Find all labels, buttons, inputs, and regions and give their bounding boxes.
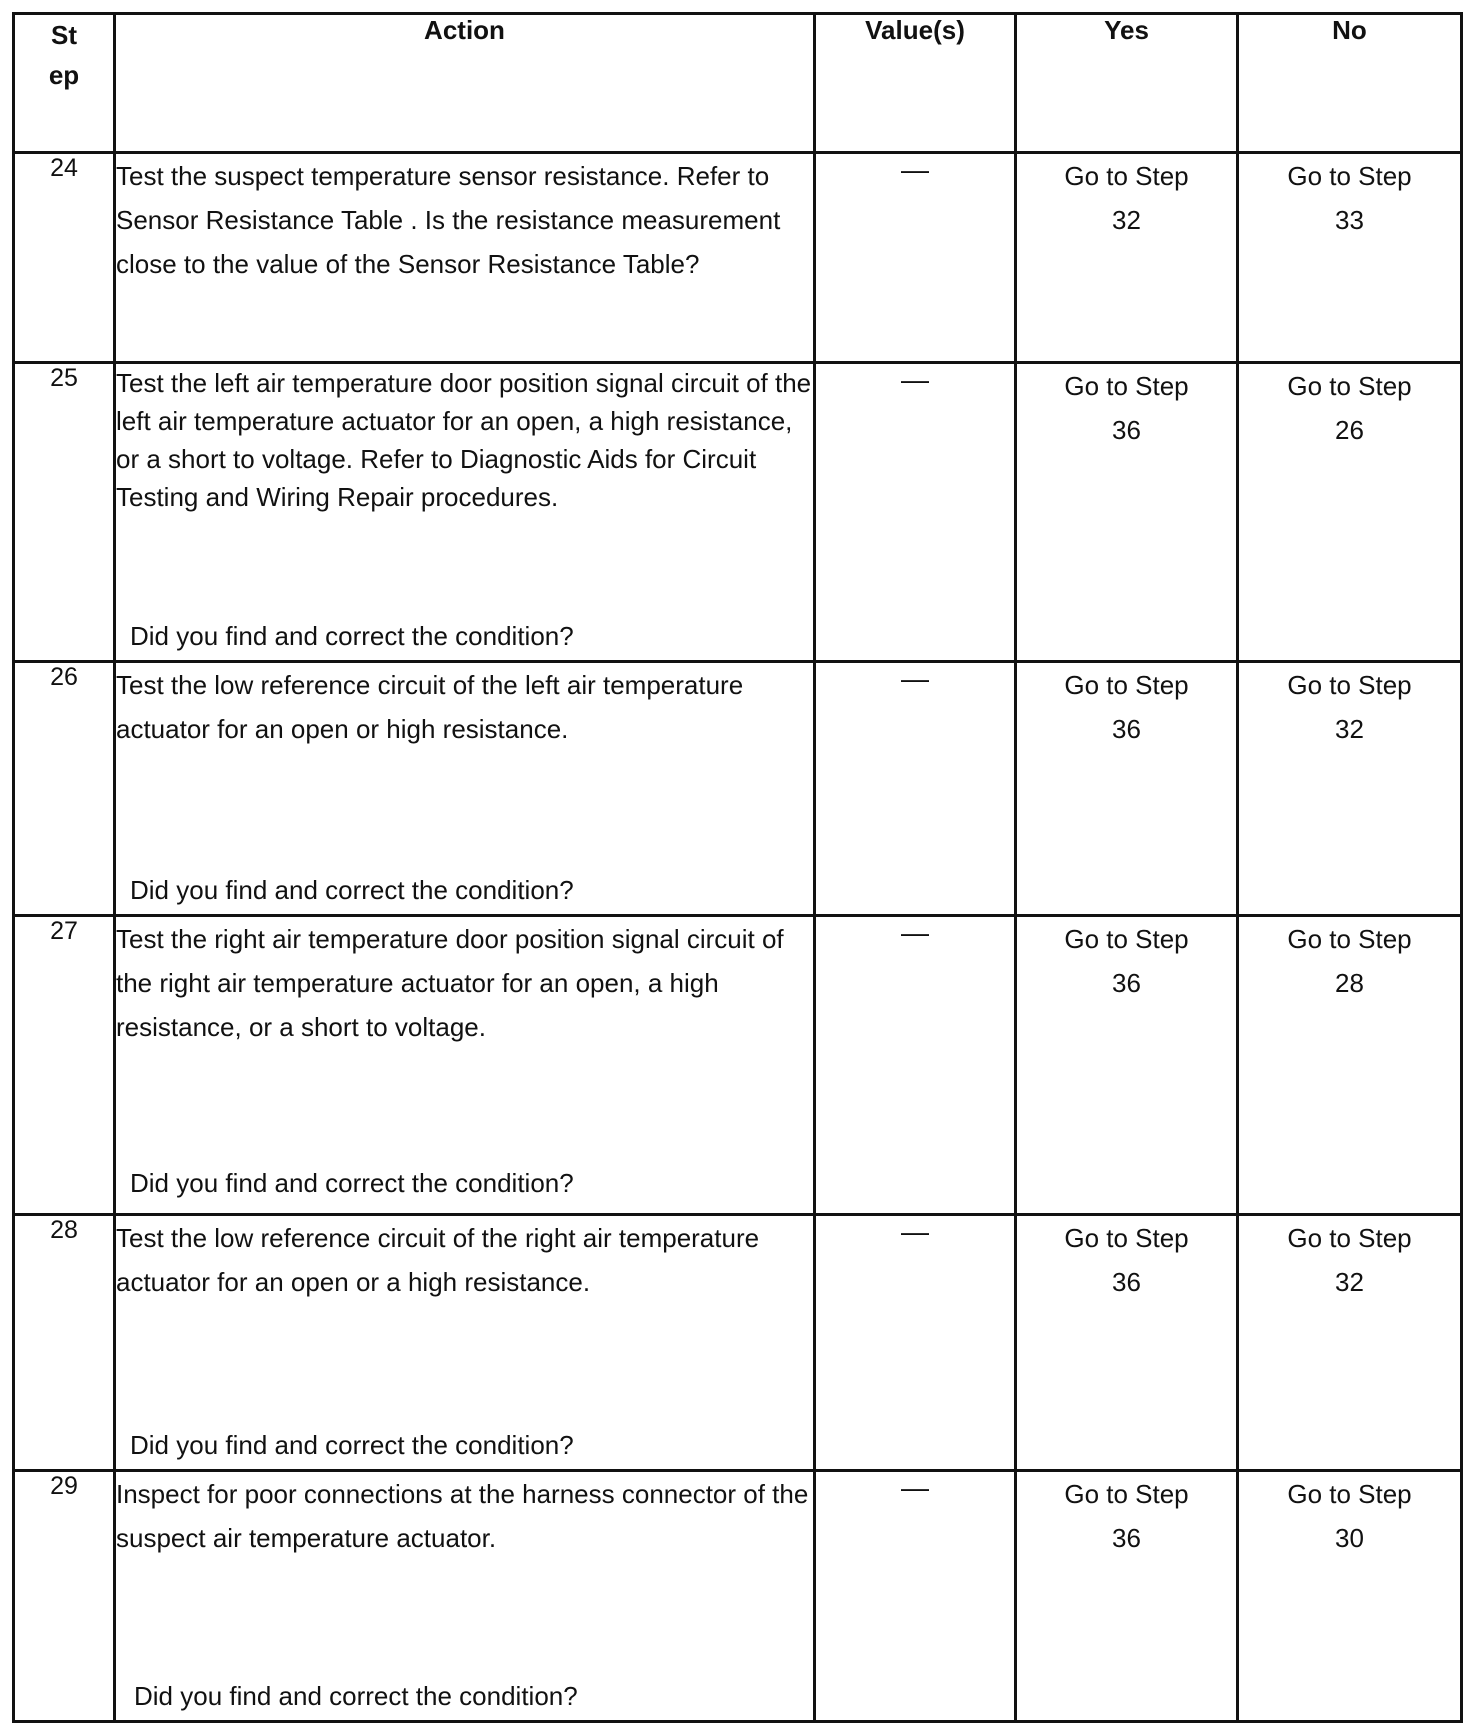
action-cell [115,1215,815,1471]
header-action: Action [115,14,815,153]
value-cell: — [815,153,1016,363]
no-label: Go to Step [1287,924,1412,954]
action-text: Test the right air temperature door position signal circuit of the right air temperature actuator for an open, a high resistance, or a short to voltage. [116,924,784,1042]
action-question: Did you find and correct the condition? [130,875,574,905]
no-step: 33 [1335,205,1364,235]
action-text: Test the low reference circuit of the left air temperature actuator for an open or high resistance. [116,670,744,744]
yes-label: Go to Step [1064,1479,1189,1509]
yes-step: 36 [1112,714,1141,744]
table-row [14,1471,1462,1722]
no-label: Go to Step [1287,1223,1412,1253]
no-label: Go to Step [1287,161,1412,191]
no-cell [1238,662,1462,916]
table-row [14,153,1462,363]
step-number: 24 [14,153,115,363]
table-row [14,916,1462,1215]
action-text: Test the left air temperature door position signal circuit of the left air temperature actuator for an open, a high resistance, or a short to voltage. Refer to Diagnostic Aids for Circuit Testing and Wiring Repair procedures. [116,368,812,512]
yes-step: 36 [1112,1523,1141,1553]
yes-cell [1016,1215,1238,1471]
table-row [14,662,1462,916]
table-row [14,1215,1462,1471]
no-cell [1238,1471,1462,1722]
no-step: 26 [1335,415,1364,445]
step-number: 29 [14,1471,115,1722]
action-text: Inspect for poor connections at the harness connector of the suspect air temperature actuator. [116,1479,809,1553]
action-question: Did you find and correct the condition? [134,1681,578,1711]
yes-cell [1016,363,1238,662]
action-question: Did you find and correct the condition? [130,621,574,651]
yes-label: Go to Step [1064,371,1189,401]
no-label: Go to Step [1287,670,1412,700]
header-values: Value(s) [815,14,1016,153]
no-step: 32 [1335,714,1364,744]
diagnostic-table [12,12,1463,1723]
action-cell [115,916,815,1215]
no-cell [1238,1215,1462,1471]
action-text: Test the suspect temperature sensor resistance. Refer to Sensor Resistance Table . Is the resistance measurement close to the value of the Sensor Resistance Table? [116,161,781,279]
action-cell [115,662,815,916]
value-cell: — [815,363,1016,662]
yes-label: Go to Step [1064,924,1189,954]
header-no: No [1238,14,1462,153]
action-text: Test the low reference circuit of the right air temperature actuator for an open or a high resistance. [116,1223,760,1297]
no-cell [1238,916,1462,1215]
yes-cell [1016,916,1238,1215]
no-label: Go to Step [1287,1479,1412,1509]
no-step: 28 [1335,968,1364,998]
no-label: Go to Step [1287,371,1412,401]
header-row [14,14,1462,153]
yes-label: Go to Step [1064,161,1189,191]
yes-cell [1016,662,1238,916]
action-question: Did you find and correct the condition? [130,1168,574,1198]
step-number: 27 [14,916,115,1215]
no-step: 32 [1335,1267,1364,1297]
header-step-line2: ep [48,60,80,90]
value-cell: — [815,1471,1016,1722]
value-cell: — [815,1215,1016,1471]
step-number: 28 [14,1215,115,1471]
yes-label: Go to Step [1064,1223,1189,1253]
yes-cell [1016,153,1238,363]
yes-step: 32 [1112,205,1141,235]
no-step: 30 [1335,1523,1364,1553]
yes-label: Go to Step [1064,670,1189,700]
step-number: 26 [14,662,115,916]
action-question: Did you find and correct the condition? [130,1430,574,1460]
value-cell: — [815,662,1016,916]
no-cell [1238,153,1462,363]
header-step-line1: St [51,20,77,50]
header-yes: Yes [1016,14,1238,153]
action-cell [115,153,815,363]
action-cell [115,1471,815,1722]
step-number: 25 [14,363,115,662]
yes-step: 36 [1112,968,1141,998]
table-row [14,363,1462,662]
yes-step: 36 [1112,1267,1141,1297]
action-cell [115,363,815,662]
value-cell: — [815,916,1016,1215]
yes-step: 36 [1112,415,1141,445]
no-cell [1238,363,1462,662]
header-step [14,14,115,153]
yes-cell [1016,1471,1238,1722]
